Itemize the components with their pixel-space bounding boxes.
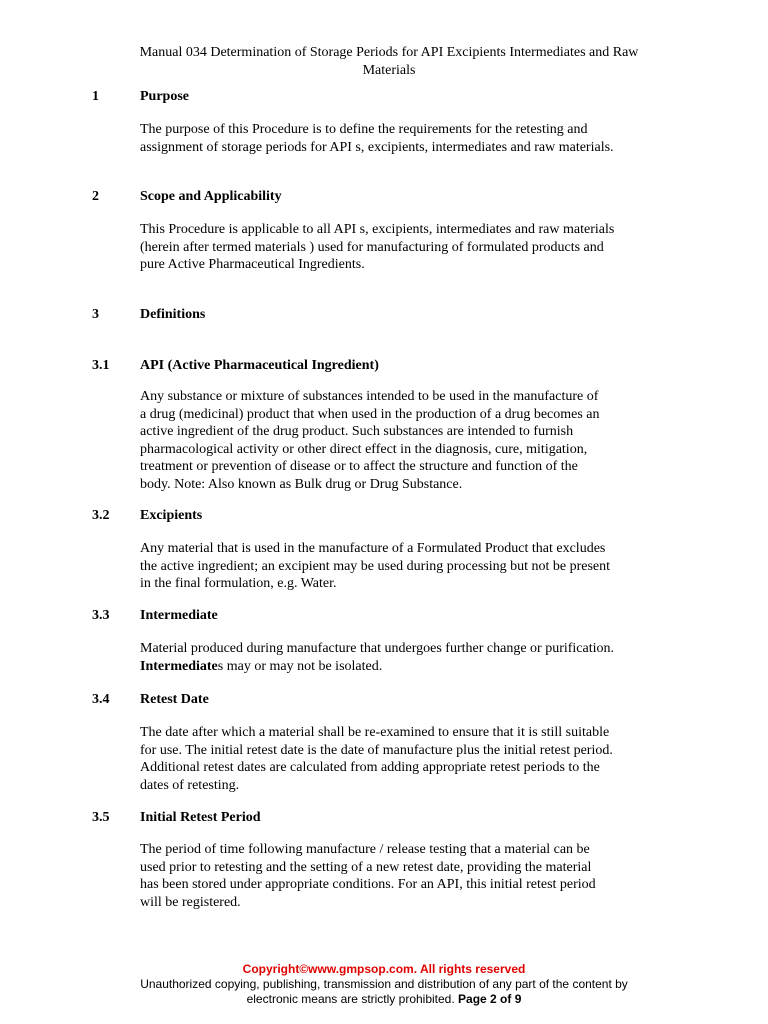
section-title: Excipients bbox=[140, 508, 203, 523]
header-line-1: Manual 034 Determination of Storage Periods for API Excipients Intermediates and Raw bbox=[139, 45, 639, 60]
section-title: API (Active Pharmaceutical Ingredient) bbox=[140, 358, 379, 373]
section-number: 3.5 bbox=[92, 810, 110, 825]
section-number: 2 bbox=[92, 189, 99, 204]
page-footer bbox=[0, 962, 768, 1007]
section-heading bbox=[92, 357, 379, 375]
paragraph-line: Any substance or mixture of substances intended to be used in the manufacture of bbox=[140, 389, 599, 404]
page-number: Page 2 of 9 bbox=[458, 992, 522, 1006]
paragraph-line: has been stored under appropriate conditions. For an API, this initial retest period bbox=[140, 877, 596, 892]
paragraph-line: This Procedure is applicable to all API s, excipients, intermediates and raw materials bbox=[140, 222, 615, 237]
section-number: 3.1 bbox=[92, 358, 110, 373]
paragraph-line: the active ingredient; an excipient may be used during processing but not be present bbox=[140, 558, 611, 574]
paragraph-text: s may or may not be isolated. bbox=[217, 658, 383, 674]
footer-line-2-text: electronic means are strictly prohibited. bbox=[246, 992, 455, 1006]
section-paragraph bbox=[140, 841, 680, 911]
paragraph-line bbox=[140, 658, 680, 676]
paragraph-line: Any material that is used in the manufacture of a Formulated Product that excludes bbox=[140, 541, 606, 556]
paragraph-line: will be registered. bbox=[140, 894, 241, 910]
paragraph-line: body. Note: Also known as Bulk drug or Drug Substance. bbox=[140, 476, 463, 492]
section-title: Intermediate bbox=[140, 608, 218, 623]
paragraph-line: active ingredient of the drug product. Such substances are intended to furnish bbox=[140, 424, 574, 439]
section-paragraph bbox=[140, 221, 680, 274]
paragraph-line: for use. The initial retest date is the date of manufacture plus the initial retest period. bbox=[140, 742, 613, 758]
paragraph-line: a drug (medicinal) product that when used in the production of a drug becomes an bbox=[140, 406, 600, 422]
section-title: Initial Retest Period bbox=[140, 810, 261, 825]
paragraph-line: The purpose of this Procedure is to define the requirements for the retesting and bbox=[140, 122, 588, 137]
section-title: Purpose bbox=[140, 89, 189, 104]
section-title: Definitions bbox=[140, 307, 206, 322]
header-line-2: Materials bbox=[362, 63, 416, 78]
paragraph-line: (herein after termed materials ) used for manufacturing of formulated products and bbox=[140, 239, 604, 255]
footer-line-1: Unauthorized copying, publishing, transmission and distribution of any part of the content by bbox=[140, 977, 628, 991]
section-title: Retest Date bbox=[140, 692, 209, 707]
paragraph-line: pure Active Pharmaceutical Ingredients. bbox=[140, 257, 365, 272]
footer-line-2 bbox=[0, 992, 768, 1007]
paragraph-line: Additional retest dates are calculated from adding appropriate retest periods to the bbox=[140, 760, 600, 775]
section-number: 3 bbox=[92, 307, 99, 322]
section-title: Scope and Applicability bbox=[140, 189, 282, 204]
paragraph-line: The period of time following manufacture / release testing that a material can be bbox=[140, 842, 590, 857]
section-paragraph bbox=[140, 724, 680, 794]
section-paragraph bbox=[140, 540, 680, 593]
paragraph-line: dates of retesting. bbox=[140, 777, 240, 793]
section-paragraph bbox=[140, 121, 680, 156]
copyright-notice: Copyright©www.gmpsop.com. All rights reserved bbox=[242, 962, 526, 976]
section-number: 3.2 bbox=[92, 508, 110, 523]
bold-term: Intermediate bbox=[140, 658, 218, 674]
paragraph-line: in the final formulation, e.g. Water. bbox=[140, 576, 337, 591]
section-number: 3.3 bbox=[92, 608, 110, 623]
paragraph-line: pharmacological activity or other direct effect in the diagnosis, cure, mitigation, bbox=[140, 441, 588, 457]
section-number: 3.4 bbox=[92, 692, 110, 707]
section-number: 1 bbox=[92, 89, 99, 104]
paragraph-line: Material produced during manufacture that undergoes further change or purification. bbox=[140, 641, 615, 656]
section-heading bbox=[92, 809, 261, 827]
section-heading bbox=[92, 306, 205, 324]
section-paragraph bbox=[140, 388, 680, 493]
paragraph-line: The date after which a material shall be re-examined to ensure that it is still suitable bbox=[140, 725, 610, 740]
section-heading bbox=[92, 88, 189, 106]
section-paragraph bbox=[140, 640, 680, 675]
paragraph-line: assignment of storage periods for API s, excipients, intermediates and raw materials. bbox=[140, 139, 614, 155]
page-header bbox=[90, 44, 688, 80]
paragraph-line: treatment or prevention of disease or to affect the structure and function of the bbox=[140, 459, 578, 474]
section-heading bbox=[92, 691, 209, 709]
section-heading bbox=[92, 607, 218, 625]
section-heading bbox=[92, 507, 202, 525]
section-heading bbox=[92, 188, 282, 206]
paragraph-line: used prior to retesting and the setting of a new retest date, providing the material bbox=[140, 859, 592, 875]
